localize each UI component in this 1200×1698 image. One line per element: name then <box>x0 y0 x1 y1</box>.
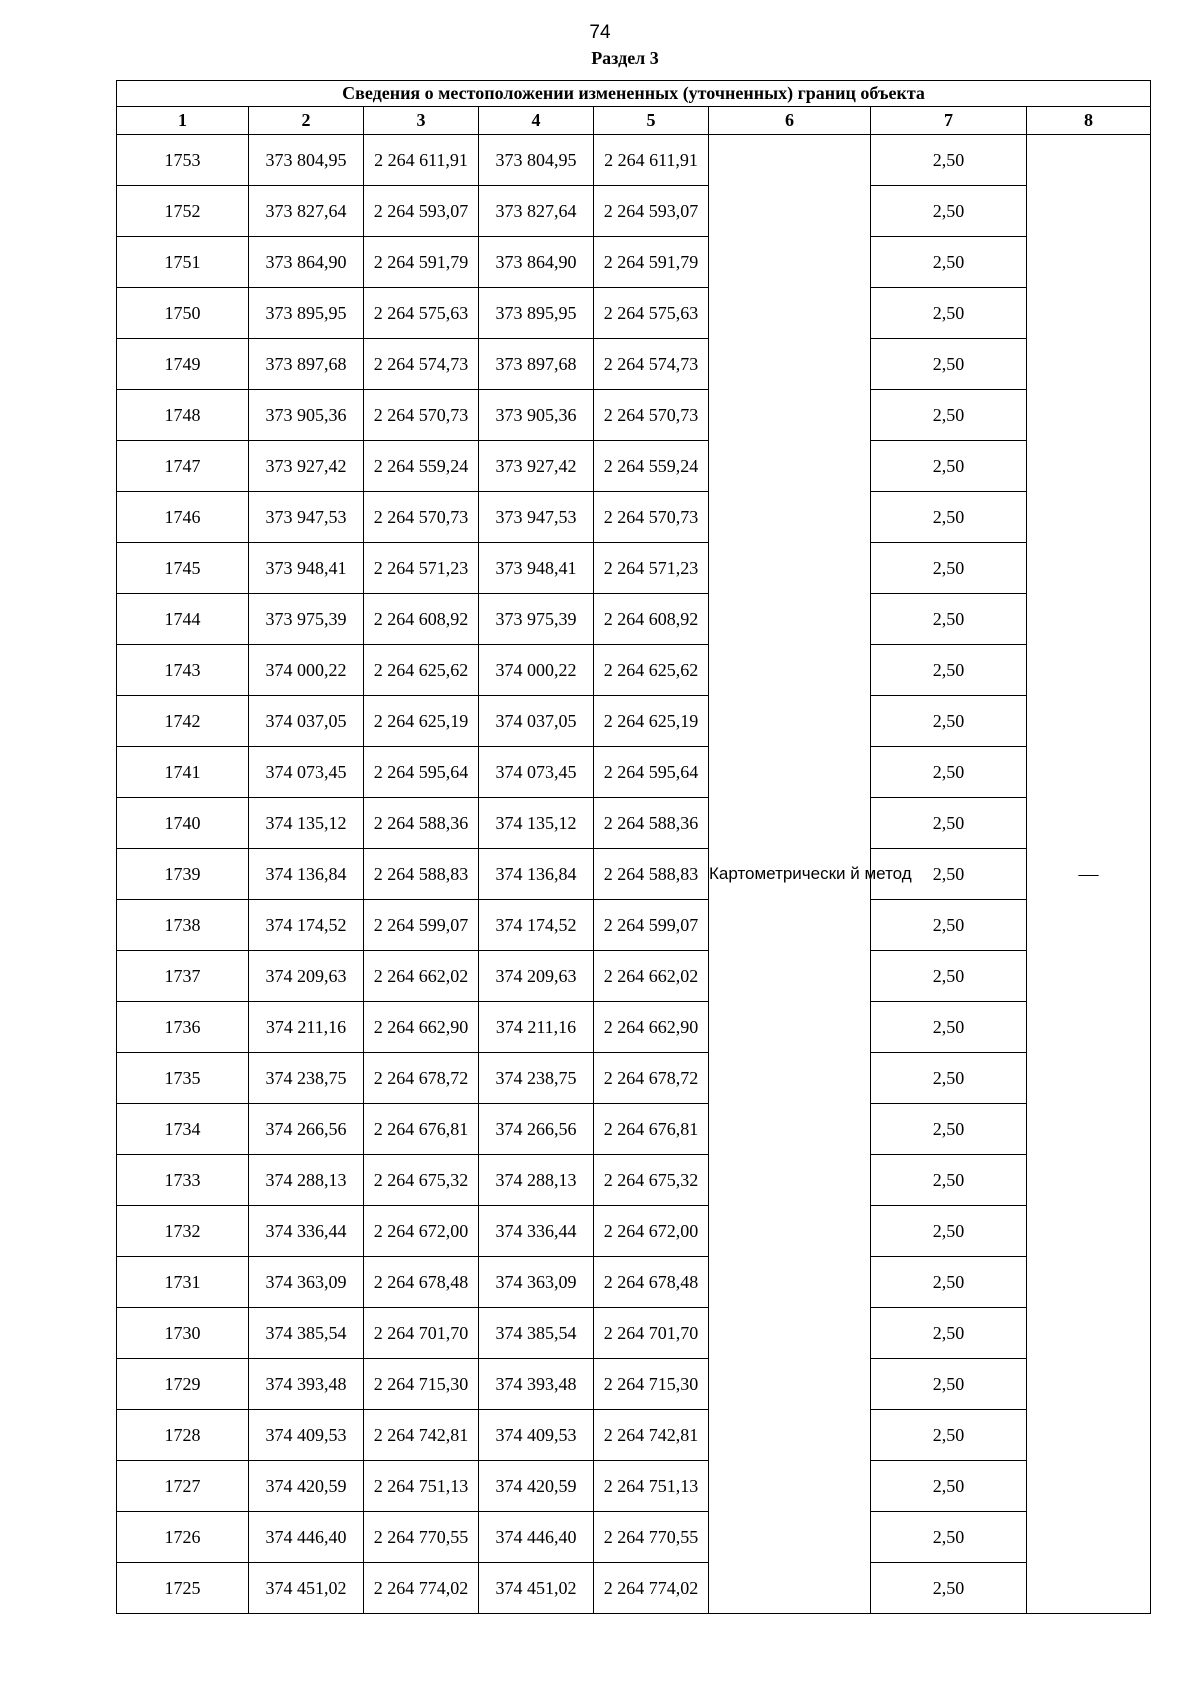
accuracy-cell: 2,50 <box>871 798 1027 849</box>
accuracy-cell: 2,50 <box>871 1053 1027 1104</box>
y-refined-cell: 2 264 742,81 <box>594 1410 709 1461</box>
method-cell: Картометрически й метод <box>709 135 871 1614</box>
y-existing-cell: 2 264 625,62 <box>364 645 479 696</box>
x-existing-cell: 374 451,02 <box>249 1563 364 1614</box>
x-existing-cell: 373 927,42 <box>249 441 364 492</box>
y-refined-cell: 2 264 611,91 <box>594 135 709 186</box>
accuracy-cell: 2,50 <box>871 186 1027 237</box>
accuracy-cell: 2,50 <box>871 339 1027 390</box>
table-row <box>117 441 1151 492</box>
y-existing-cell: 2 264 599,07 <box>364 900 479 951</box>
x-existing-cell: 373 804,95 <box>249 135 364 186</box>
table-row <box>117 1206 1151 1257</box>
x-refined-cell: 374 266,56 <box>479 1104 594 1155</box>
y-existing-cell: 2 264 751,13 <box>364 1461 479 1512</box>
x-refined-cell: 374 174,52 <box>479 900 594 951</box>
point-number-cell: 1748 <box>117 390 249 441</box>
x-existing-cell: 374 073,45 <box>249 747 364 798</box>
y-existing-cell: 2 264 608,92 <box>364 594 479 645</box>
x-refined-cell: 374 211,16 <box>479 1002 594 1053</box>
x-existing-cell: 374 393,48 <box>249 1359 364 1410</box>
y-existing-cell: 2 264 742,81 <box>364 1410 479 1461</box>
x-refined-cell: 374 135,12 <box>479 798 594 849</box>
point-number-cell: 1735 <box>117 1053 249 1104</box>
point-number-cell: 1746 <box>117 492 249 543</box>
y-refined-cell: 2 264 751,13 <box>594 1461 709 1512</box>
x-refined-cell: 373 804,95 <box>479 135 594 186</box>
point-number-cell: 1730 <box>117 1308 249 1359</box>
table-row <box>117 1461 1151 1512</box>
x-refined-cell: 374 451,02 <box>479 1563 594 1614</box>
point-number-cell: 1740 <box>117 798 249 849</box>
x-existing-cell: 374 037,05 <box>249 696 364 747</box>
point-number-cell: 1745 <box>117 543 249 594</box>
table-row <box>117 1104 1151 1155</box>
table-row <box>117 1155 1151 1206</box>
x-existing-cell: 373 895,95 <box>249 288 364 339</box>
y-refined-cell: 2 264 662,02 <box>594 951 709 1002</box>
y-refined-cell: 2 264 588,83 <box>594 849 709 900</box>
point-number-cell: 1733 <box>117 1155 249 1206</box>
table-row <box>117 1002 1151 1053</box>
x-refined-cell: 374 385,54 <box>479 1308 594 1359</box>
table-row <box>117 900 1151 951</box>
point-number-cell: 1749 <box>117 339 249 390</box>
x-existing-cell: 374 420,59 <box>249 1461 364 1512</box>
table-row <box>117 696 1151 747</box>
x-refined-cell: 374 363,09 <box>479 1257 594 1308</box>
y-refined-cell: 2 264 774,02 <box>594 1563 709 1614</box>
y-existing-cell: 2 264 770,55 <box>364 1512 479 1563</box>
accuracy-cell: 2,50 <box>871 900 1027 951</box>
x-refined-cell: 373 947,53 <box>479 492 594 543</box>
y-existing-cell: 2 264 662,90 <box>364 1002 479 1053</box>
point-number-cell: 1726 <box>117 1512 249 1563</box>
table-row <box>117 288 1151 339</box>
column-number: 6 <box>709 107 871 135</box>
x-existing-cell: 374 336,44 <box>249 1206 364 1257</box>
table-row <box>117 798 1151 849</box>
x-refined-cell: 374 209,63 <box>479 951 594 1002</box>
table-caption: Сведения о местоположении измененных (уточненных) границ объекта <box>117 81 1151 107</box>
x-existing-cell: 374 136,84 <box>249 849 364 900</box>
y-refined-cell: 2 264 608,92 <box>594 594 709 645</box>
point-number-cell: 1729 <box>117 1359 249 1410</box>
table-row <box>117 1512 1151 1563</box>
y-refined-cell: 2 264 672,00 <box>594 1206 709 1257</box>
x-existing-cell: 373 948,41 <box>249 543 364 594</box>
point-number-cell: 1747 <box>117 441 249 492</box>
accuracy-cell: 2,50 <box>871 747 1027 798</box>
point-number-cell: 1752 <box>117 186 249 237</box>
table-row <box>117 543 1151 594</box>
accuracy-cell: 2,50 <box>871 849 1027 900</box>
point-number-cell: 1725 <box>117 1563 249 1614</box>
y-existing-cell: 2 264 675,32 <box>364 1155 479 1206</box>
x-existing-cell: 374 135,12 <box>249 798 364 849</box>
point-number-cell: 1736 <box>117 1002 249 1053</box>
table-row <box>117 237 1151 288</box>
y-existing-cell: 2 264 715,30 <box>364 1359 479 1410</box>
table-row <box>117 951 1151 1002</box>
x-refined-cell: 374 420,59 <box>479 1461 594 1512</box>
x-refined-cell: 373 975,39 <box>479 594 594 645</box>
x-existing-cell: 373 905,36 <box>249 390 364 441</box>
point-number-cell: 1728 <box>117 1410 249 1461</box>
x-existing-cell: 373 827,64 <box>249 186 364 237</box>
section-title: Раздел 3 <box>591 48 659 68</box>
y-existing-cell: 2 264 774,02 <box>364 1563 479 1614</box>
accuracy-cell: 2,50 <box>871 543 1027 594</box>
x-existing-cell: 374 266,56 <box>249 1104 364 1155</box>
y-refined-cell: 2 264 574,73 <box>594 339 709 390</box>
x-existing-cell: 373 975,39 <box>249 594 364 645</box>
x-refined-cell: 374 000,22 <box>479 645 594 696</box>
table-row <box>117 594 1151 645</box>
accuracy-cell: 2,50 <box>871 135 1027 186</box>
point-number-cell: 1734 <box>117 1104 249 1155</box>
y-existing-cell: 2 264 591,79 <box>364 237 479 288</box>
x-refined-cell: 374 238,75 <box>479 1053 594 1104</box>
y-refined-cell: 2 264 675,32 <box>594 1155 709 1206</box>
column-number: 3 <box>364 107 479 135</box>
y-existing-cell: 2 264 575,63 <box>364 288 479 339</box>
y-existing-cell: 2 264 678,72 <box>364 1053 479 1104</box>
y-refined-cell: 2 264 715,30 <box>594 1359 709 1410</box>
accuracy-cell: 2,50 <box>871 1206 1027 1257</box>
y-refined-cell: 2 264 575,63 <box>594 288 709 339</box>
accuracy-cell: 2,50 <box>871 492 1027 543</box>
y-existing-cell: 2 264 574,73 <box>364 339 479 390</box>
x-refined-cell: 373 905,36 <box>479 390 594 441</box>
point-number-cell: 1753 <box>117 135 249 186</box>
y-existing-cell: 2 264 595,64 <box>364 747 479 798</box>
x-refined-cell: 374 393,48 <box>479 1359 594 1410</box>
point-number-cell: 1731 <box>117 1257 249 1308</box>
table-row <box>117 1410 1151 1461</box>
accuracy-cell: 2,50 <box>871 1104 1027 1155</box>
y-refined-cell: 2 264 588,36 <box>594 798 709 849</box>
column-number: 8 <box>1027 107 1151 135</box>
column-number: 5 <box>594 107 709 135</box>
point-number-cell: 1750 <box>117 288 249 339</box>
accuracy-cell: 2,50 <box>871 390 1027 441</box>
accuracy-cell: 2,50 <box>871 1002 1027 1053</box>
accuracy-cell: 2,50 <box>871 696 1027 747</box>
point-number-cell: 1737 <box>117 951 249 1002</box>
x-existing-cell: 374 385,54 <box>249 1308 364 1359</box>
y-existing-cell: 2 264 625,19 <box>364 696 479 747</box>
x-existing-cell: 374 363,09 <box>249 1257 364 1308</box>
x-refined-cell: 373 948,41 <box>479 543 594 594</box>
point-number-cell: 1742 <box>117 696 249 747</box>
accuracy-cell: 2,50 <box>871 441 1027 492</box>
coordinates-table <box>116 80 1151 1614</box>
x-existing-cell: 374 211,16 <box>249 1002 364 1053</box>
accuracy-cell: 2,50 <box>871 1512 1027 1563</box>
y-existing-cell: 2 264 662,02 <box>364 951 479 1002</box>
y-existing-cell: 2 264 588,83 <box>364 849 479 900</box>
table-row <box>117 1359 1151 1410</box>
x-existing-cell: 374 238,75 <box>249 1053 364 1104</box>
y-refined-cell: 2 264 559,24 <box>594 441 709 492</box>
table-row <box>117 1257 1151 1308</box>
column-8-cell: — <box>1027 135 1151 1614</box>
x-refined-cell: 374 409,53 <box>479 1410 594 1461</box>
y-refined-cell: 2 264 676,81 <box>594 1104 709 1155</box>
point-number-cell: 1727 <box>117 1461 249 1512</box>
point-number-cell: 1743 <box>117 645 249 696</box>
y-existing-cell: 2 264 678,48 <box>364 1257 479 1308</box>
x-refined-cell: 374 446,40 <box>479 1512 594 1563</box>
y-refined-cell: 2 264 599,07 <box>594 900 709 951</box>
accuracy-cell: 2,50 <box>871 1308 1027 1359</box>
y-existing-cell: 2 264 676,81 <box>364 1104 479 1155</box>
x-refined-cell: 373 895,95 <box>479 288 594 339</box>
y-refined-cell: 2 264 570,73 <box>594 390 709 441</box>
table-row <box>117 645 1151 696</box>
y-refined-cell: 2 264 593,07 <box>594 186 709 237</box>
point-number-cell: 1741 <box>117 747 249 798</box>
x-refined-cell: 373 827,64 <box>479 186 594 237</box>
y-refined-cell: 2 264 625,62 <box>594 645 709 696</box>
column-number: 4 <box>479 107 594 135</box>
x-refined-cell: 374 037,05 <box>479 696 594 747</box>
point-number-cell: 1732 <box>117 1206 249 1257</box>
accuracy-cell: 2,50 <box>871 1257 1027 1308</box>
table-row <box>117 849 1151 900</box>
x-existing-cell: 374 446,40 <box>249 1512 364 1563</box>
y-existing-cell: 2 264 701,70 <box>364 1308 479 1359</box>
y-refined-cell: 2 264 595,64 <box>594 747 709 798</box>
y-refined-cell: 2 264 662,90 <box>594 1002 709 1053</box>
x-refined-cell: 373 927,42 <box>479 441 594 492</box>
table-row <box>117 339 1151 390</box>
x-existing-cell: 373 897,68 <box>249 339 364 390</box>
accuracy-cell: 2,50 <box>871 1155 1027 1206</box>
column-numbers-row <box>117 107 1151 135</box>
x-refined-cell: 374 336,44 <box>479 1206 594 1257</box>
x-refined-cell: 374 288,13 <box>479 1155 594 1206</box>
x-existing-cell: 374 000,22 <box>249 645 364 696</box>
table-row <box>117 186 1151 237</box>
x-existing-cell: 373 947,53 <box>249 492 364 543</box>
table-row <box>117 390 1151 441</box>
accuracy-cell: 2,50 <box>871 1410 1027 1461</box>
accuracy-cell: 2,50 <box>871 288 1027 339</box>
y-refined-cell: 2 264 625,19 <box>594 696 709 747</box>
y-refined-cell: 2 264 770,55 <box>594 1512 709 1563</box>
y-existing-cell: 2 264 588,36 <box>364 798 479 849</box>
x-refined-cell: 374 073,45 <box>479 747 594 798</box>
accuracy-cell: 2,50 <box>871 1563 1027 1614</box>
accuracy-cell: 2,50 <box>871 594 1027 645</box>
y-existing-cell: 2 264 672,00 <box>364 1206 479 1257</box>
y-refined-cell: 2 264 591,79 <box>594 237 709 288</box>
y-existing-cell: 2 264 571,23 <box>364 543 479 594</box>
y-refined-cell: 2 264 678,48 <box>594 1257 709 1308</box>
x-existing-cell: 374 174,52 <box>249 900 364 951</box>
y-existing-cell: 2 264 611,91 <box>364 135 479 186</box>
accuracy-cell: 2,50 <box>871 951 1027 1002</box>
column-number: 7 <box>871 107 1027 135</box>
y-existing-cell: 2 264 570,73 <box>364 492 479 543</box>
point-number-cell: 1738 <box>117 900 249 951</box>
y-existing-cell: 2 264 570,73 <box>364 390 479 441</box>
column-number: 2 <box>249 107 364 135</box>
table-row <box>117 747 1151 798</box>
table-row <box>117 1053 1151 1104</box>
table-row <box>117 135 1151 186</box>
table-row <box>117 492 1151 543</box>
y-refined-cell: 2 264 701,70 <box>594 1308 709 1359</box>
x-existing-cell: 374 409,53 <box>249 1410 364 1461</box>
point-number-cell: 1751 <box>117 237 249 288</box>
y-existing-cell: 2 264 593,07 <box>364 186 479 237</box>
x-existing-cell: 373 864,90 <box>249 237 364 288</box>
y-refined-cell: 2 264 571,23 <box>594 543 709 594</box>
point-number-cell: 1744 <box>117 594 249 645</box>
table-body <box>117 135 1151 1614</box>
accuracy-cell: 2,50 <box>871 1359 1027 1410</box>
y-existing-cell: 2 264 559,24 <box>364 441 479 492</box>
accuracy-cell: 2,50 <box>871 1461 1027 1512</box>
accuracy-cell: 2,50 <box>871 645 1027 696</box>
table-row <box>117 1563 1151 1614</box>
table-caption-row <box>117 81 1151 107</box>
x-existing-cell: 374 288,13 <box>249 1155 364 1206</box>
table-row <box>117 1308 1151 1359</box>
x-existing-cell: 374 209,63 <box>249 951 364 1002</box>
x-refined-cell: 374 136,84 <box>479 849 594 900</box>
y-refined-cell: 2 264 678,72 <box>594 1053 709 1104</box>
page-number: 74 <box>589 22 611 43</box>
x-refined-cell: 373 897,68 <box>479 339 594 390</box>
accuracy-cell: 2,50 <box>871 237 1027 288</box>
x-refined-cell: 373 864,90 <box>479 237 594 288</box>
point-number-cell: 1739 <box>117 849 249 900</box>
column-number: 1 <box>117 107 249 135</box>
y-refined-cell: 2 264 570,73 <box>594 492 709 543</box>
